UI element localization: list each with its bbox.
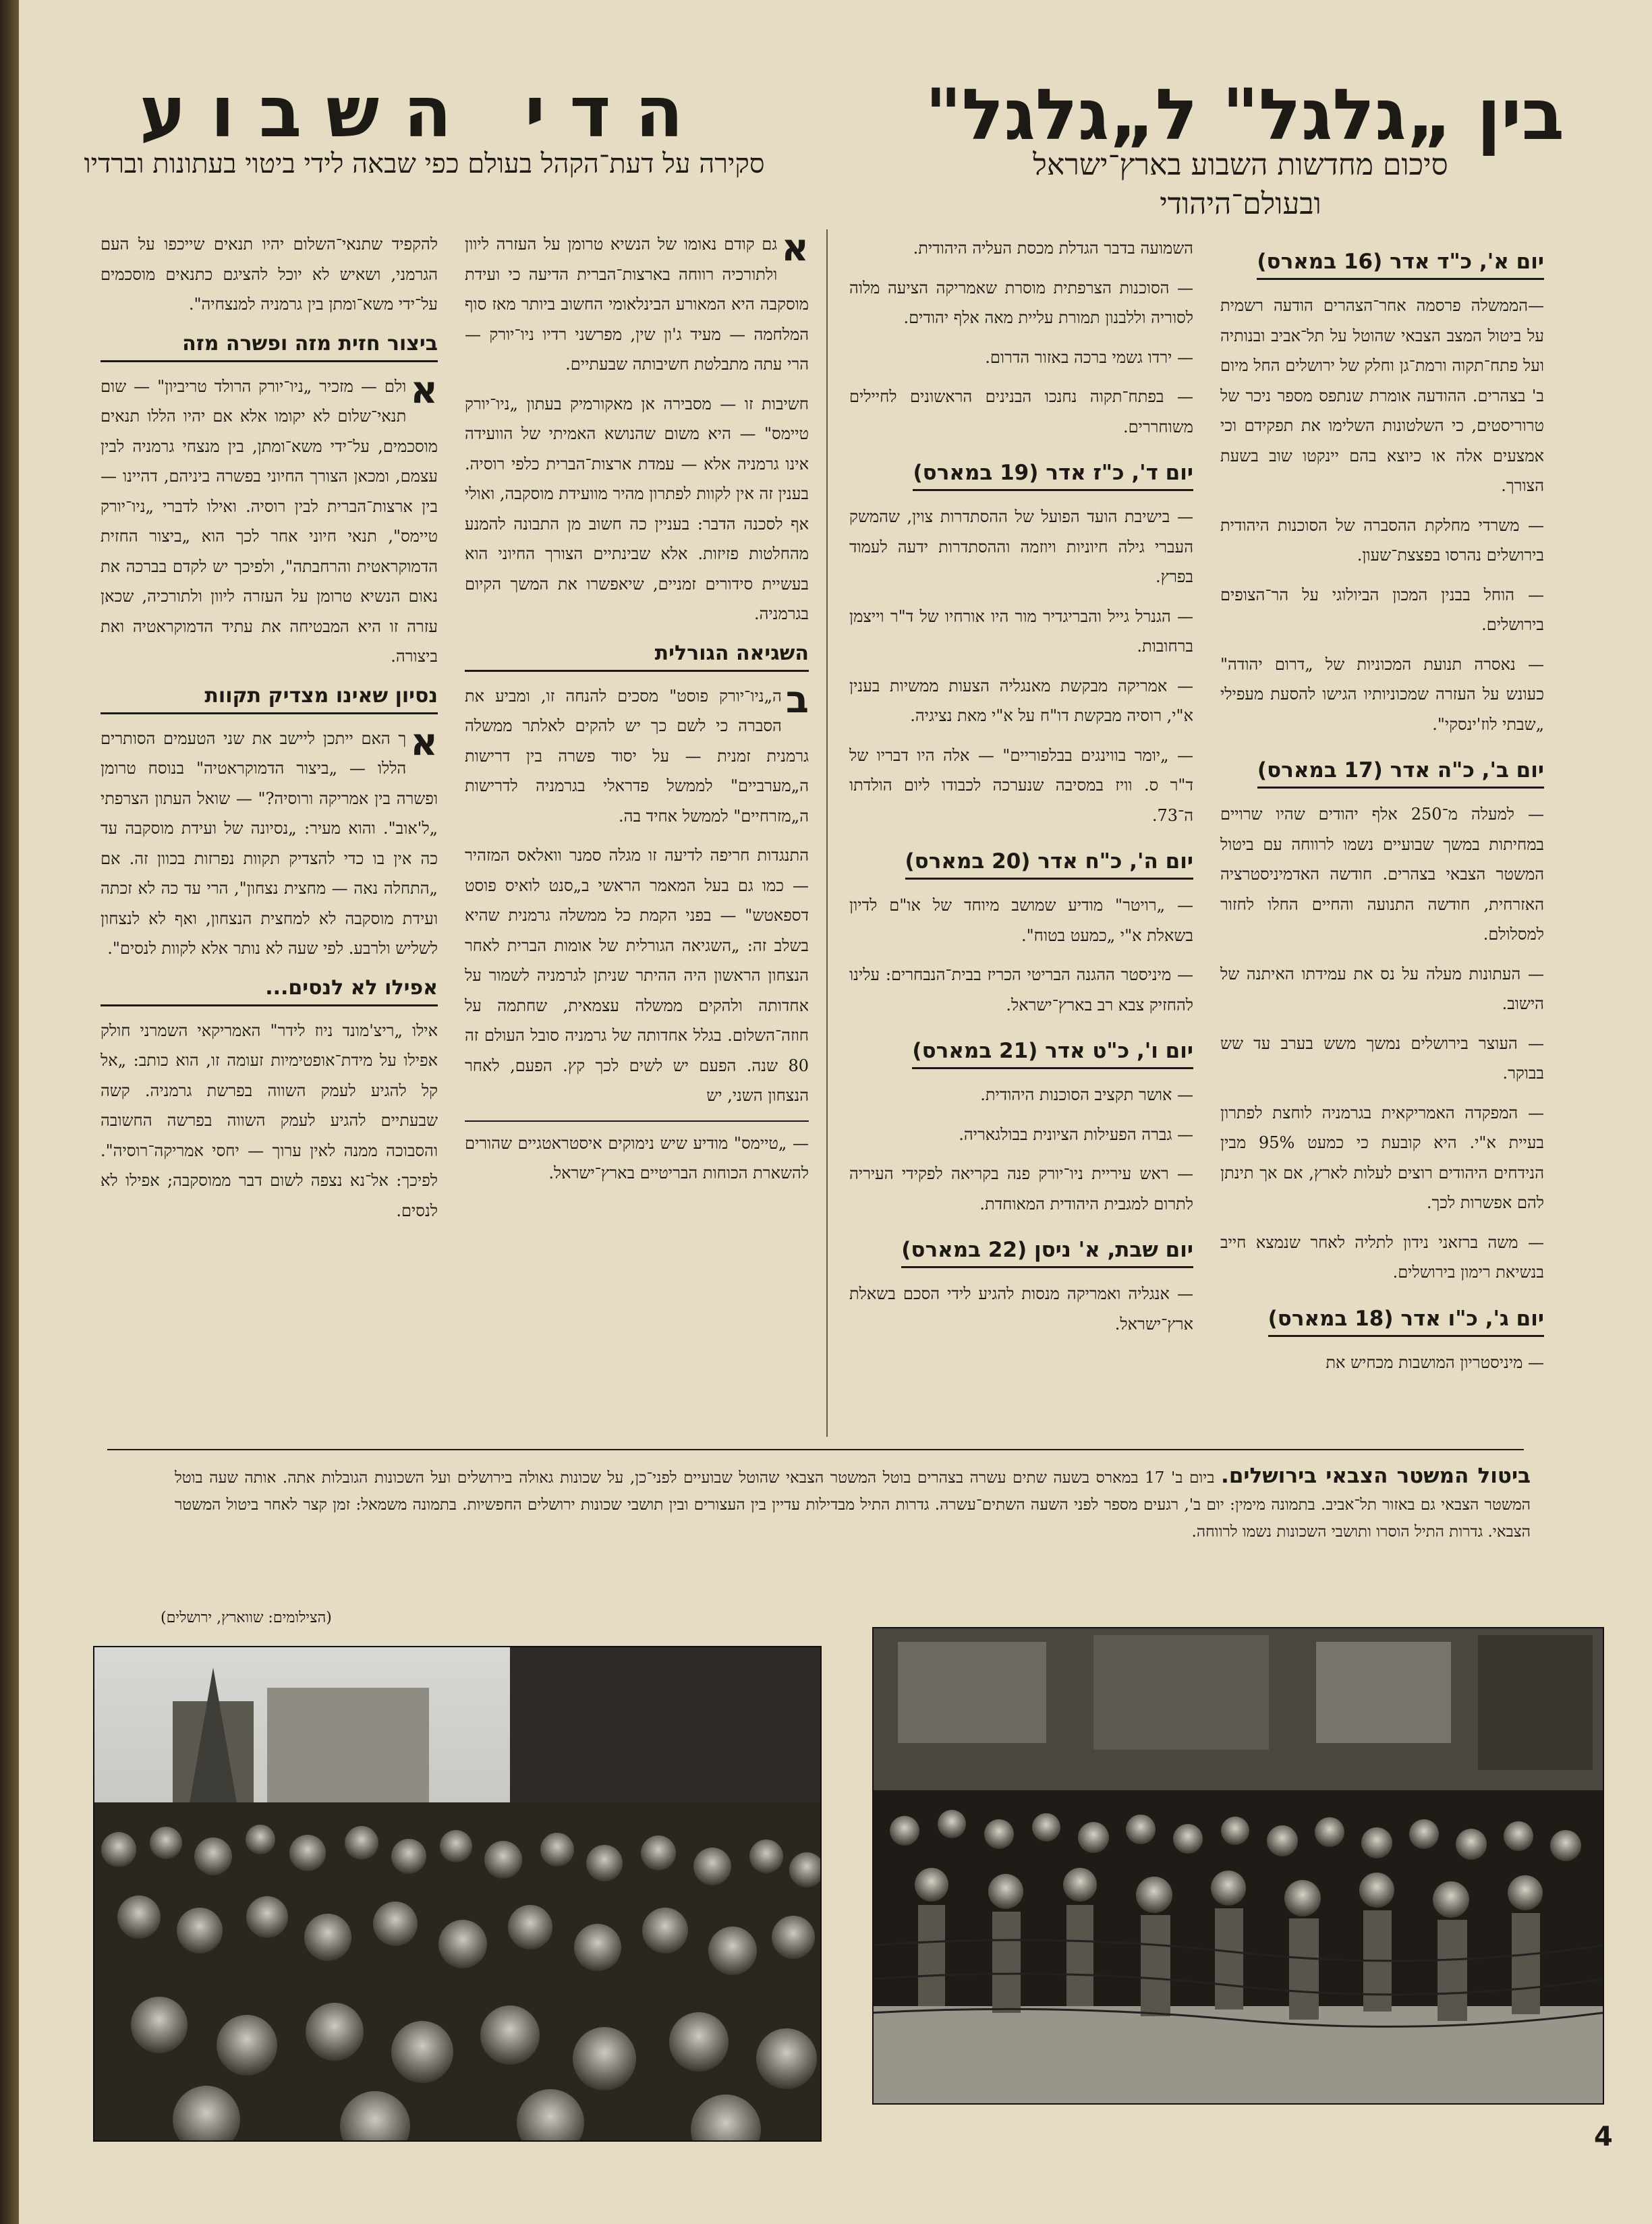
news-item: — הסוכנות הצרפתית מוסרת שאמריקה הציעה מלוה לסוריה וללבנון תמורת עליית מאה אלף יהודים. [849, 278, 1193, 327]
news-item: — המפקדה האמריקאית בגרמניה לוחצת לפתרון בעיית א"י. היא קובעת כי כמעט 95% מבין הנידחים היהודים רוצים לעלות לארץ, אם אך תינתן להם אפשרות לכך. [1220, 1103, 1544, 1212]
day-heading: יום ג', כ"ו אדר (18 במארס) [1268, 1304, 1544, 1337]
right-article-subtitle [917, 146, 1564, 224]
barbed-wire-photo-image [872, 1628, 1603, 2105]
caption-text: ביום ב' 17 במארס בשעה שתים עשרה בצהרים בוטל המשטר הצבאי שהוטל שבועיים לפני־כן, על שכונות גאולה בירושלים ועל השכונות הגובלות אתה. אותה שעה בוטל המשטר הצבאי גם באזור תל־אביב. בתמונה מימין: יום ב', רגעים מספר לפני השעה השתים־עשרה. גדרות התיל מבדילות עדיין בין העצורים ובין תושבי שכונות ירושלים החפשיות. בתמונה משמאל: זמן קצר לאחר ביטול המשטר הצבאי. גדרות התיל הוסרו ותושבי השכונות נשמו לרווחה. [175, 1469, 1531, 1541]
magazine-page [19, 0, 1652, 2224]
news-item: — העתונות מעלה על נס את עמידתו האיתנה של הישוב. [1220, 964, 1544, 1013]
paragraph-text: גם קודם נאומו של הנשיא טרומן על העזרה ליוון ולתורכיה רווחה בארצות־הברית הדיעה כי ועידת מוסקבה היא המאורע הבינלאומי החשוב ביותר מאז סוף המלחמה — מעיד ג'ון שין, מפרשני רדיו ניו־יורק — הרי עתה מתבלטת חשיבותה שבעתיים. [465, 235, 809, 374]
opinion-paragraph: חשיבות זו — מסבירה אן מאקורמיק בעתון „ניו־יורק טיימס" — היא משום שהנושא האמיתי של הוועידה אינו גרמניה אלא — עמדת ארצות־הברית כלפי רוסיה. בענין זה אין לקוות לפתרון מהיר מוועידת מוסקבה, ואולי אף לסכנה הדבר: בעניין כה חשוב מן התבונה להמנע מהחלטות פזיזות. אלא שבינתיים הצורך החיוני הוא בעשיית סידורים זמניים, שיאפשרו את המשך הקיום בגרמניה. [465, 394, 809, 623]
section-heading: נסיון שאינו מצדיק תקוות [101, 681, 438, 714]
news-item: — הוחל בבנין המכון הביולוגי על הר־הצופים בירושלים. [1220, 585, 1544, 634]
news-column-1 [1220, 240, 1544, 1441]
opinion-paragraph [101, 368, 438, 672]
news-item: —הממשלה פרסמה אחר־הצהרים הודעה רשמית על ביטול המצב הצבאי שהוטל על תל־אביב ובנותיה ועל פתח־תקוה ורמת־גן וחלק של ירושלים החל מיום ב' בצהרים. ההודעה אומרת שנתפס מספר ניכר של טרוריסטים, כי השלטונות השלימו את תפקידם וכי אמצעים אלה או כיוצא בהם יינקטו שוב בשעת הצורך. [1220, 296, 1544, 495]
opinion-paragraph: להקפיד שתנאי־השלום יהיו תנאים שייכפו על העם הגרמני, ושאיש לא יוכל להציגם כתנאים מוסכמים על־ידי משא־ומתן בין גרמניה למנצחיה". [101, 235, 438, 314]
paragraph-text: ה„ניו־יורק פוסט" מסכים להנחה זו, ומביע את הסברה כי לשם כך יש להקים לאלתר ממשלה גרמנית זמנית — על יסוד פשרה בין דרישות ה„מערביים" לממשל פדראלי בגרמניה לדרישות ה„מזרחיים" לממשל אחיד בה. [465, 686, 809, 826]
drop-cap: ב [785, 677, 809, 722]
drop-cap: א [410, 720, 438, 764]
opinion-column-3 [465, 229, 809, 1437]
photo-credit: (הצילומים: שווארץ, ירושלים) [161, 1609, 332, 1626]
day-heading: יום שבת, א' ניסן (22 במארס) [901, 1235, 1193, 1268]
section-heading: אפילו לא לנסים... [101, 973, 438, 1006]
news-item: — העוצר בירושלים נמשך משש בערב עד שש בבוקר. [1220, 1033, 1544, 1083]
opinion-paragraph: — „טיימס" מודיע שיש נימוקים איסטראטגיים שהורים להשארת הכוחות הבריטיים בארץ־ישראל. [465, 1120, 809, 1189]
news-item: — גברה הפעילות הציונית בבולגאריה. [959, 1124, 1193, 1144]
opinion-paragraph: התנגדות חריפה לדיעה זו מגלה סמנר וואלאס המזהיר — כמו גם בעל המאמר הראשי ב„סנט לואיס פוסט דספאטש" — בפני הקמת כל ממשלה גרמנית שהיא בשלב זה: „השגיאה הגורלית של אומות הברית לאחר הנצחון הראשון היה ההיתר שניתן לגרמניה לשמור על אחדותה ולהקים ממשלה עצמאית, שחתמה על חוזה־השלום. בגלל אחדותה של גרמניה סובל העולם זה 80 שנה. הפעם יש לשים לכך קץ. הפעם, לאחר הנצחון השני, יש [465, 846, 809, 1105]
photo-crowd-behind-barbed-wire [872, 1627, 1604, 2105]
day-heading: יום א', כ"ד אדר (16 במארס) [1257, 247, 1544, 280]
section-heading: השגיאה הגורלית [465, 639, 809, 672]
news-item: — למעלה מ־250 אלף יהודים שהיו שרויים במחיתות במשך שבועיים נשמו לרווחה עם ביטול המשטר הצבאי בצהרים. חודשה האדמיניסטרציה האזרחית, חודשה התנועה והחיים החלו לחזור למסלולם. [1220, 805, 1544, 944]
news-item: — משרדי מחלקת ההסברה של הסוכנות היהודית בירושלים נהרסו בפצצת־שעון. [1220, 515, 1544, 565]
left-article-subtitle: סקירה על דעת־הקהל בעולם כפי שבאה לידי ביטוי בעתונות וברדיו [84, 148, 765, 179]
right-subtitle-line1: סיכום מחדשות השבוע בארץ־ישראל [1033, 148, 1448, 182]
news-item: — ירדו גשמי ברכה באזור הדרום. [985, 347, 1193, 367]
opinion-paragraph [465, 229, 809, 380]
column-separator [826, 229, 828, 1437]
right-subtitle-line2: ובעולם־היהודי [1160, 187, 1321, 221]
news-item: — מיניסטריון המושבות מכחיש את [1326, 1352, 1544, 1372]
news-item: השמועה בדבר הגדלת מכסת העליה היהודית. [913, 239, 1193, 258]
news-item: — ראש עיריית ניו־יורק פנה בקריאה לפקידי העיריה לתרום למגבית היהודית המאוחדת. [849, 1164, 1193, 1214]
drop-cap: א [781, 229, 809, 270]
section-heading: ביצור חזית מזה ופשרה מזה [101, 329, 438, 362]
photo-crowd-after-curfew [93, 1646, 822, 2142]
news-item: — נאסרה תנועת המכוניות של „דרום יהודה" כעונש על העזרה שמכוניותיו הגישו להסעת מעפילי „שבתי לוז'ינסקי". [1220, 654, 1544, 734]
day-heading: יום ד', כ"ז אדר (19 במארס) [913, 458, 1193, 491]
photo-caption [175, 1462, 1531, 1545]
day-heading: יום ה', כ"ח אדר (20 במארס) [905, 847, 1193, 880]
opinion-paragraph [101, 720, 438, 964]
news-item: — אמריקה מבקשת מאנגליה הצעות ממשיות בענין א"י, רוסיה מבקשת דו"ח על א"י מאת נציגיה. [849, 676, 1193, 725]
news-item: — אושר תקציב הסוכנות היהודית. [980, 1085, 1193, 1104]
news-item: — מיניסטר ההגנה הבריטי הכריז בבית־הנבחרים: עלינו להחזיק צבא רב בארץ־ישראל. [849, 965, 1193, 1015]
paragraph-text: ך האם ייתכן ליישב את שני הטעמים הסותרים הללו — „ביצור הדמוקראטיה" בנוסח טרומן ופשרה בין אמריקה ורוסיה?" — שואל העתון הצרפתי „ל'אוב". והוא מעיר: „נסיונה של ועידת מוסקבה עד כה אין בו כדי להצדיק תקוות נפרזות בכוון זה. אם „התחלה נאה — מחצית נצחון", הרי עד כה לא זכתה ועידת מוסקבה לא למחצית הנצחון, ואף לא לנצחון לשליש ולרבע. לפי שעה לא נותר אלא לקוות לנסים". [101, 729, 438, 958]
opinion-paragraph [465, 677, 809, 832]
right-article-title: בין „גלגל" ל„גלגל" [925, 74, 1564, 156]
news-item: — „יומר בווינגים בבלפוריים" — אלה היו דבריו של ד"ר ס. וויז במסיבה שנערכה לכבודו ליום הולדתו ה־73. [849, 745, 1193, 825]
news-item: — משה ברזאני נידון לתליה לאחר שנמצא חייב בנשיאת רימון בירושלים. [1220, 1232, 1544, 1282]
day-heading: יום ו', כ"ט אדר (21 במארס) [912, 1036, 1193, 1069]
left-article-title: הדי השבוע [139, 71, 708, 153]
news-item: — בפתח־תקוה נחנכו הבנינים הראשונים לחיילים משוחררים. [849, 387, 1193, 436]
news-column-2 [849, 233, 1193, 1441]
paragraph-text: ולם — מזכיר „ניו־יורק הרולד טריביון" — שום תנאי־שלום לא יקומו אלא אם יהיו הללו תנאים מוסכמים, על־ידי משא־ומתן, בין מנצחי גרמניה לבין עצמם, ומכאן הצורך החיוני בפשרה ביניהם, דהיינו — בין ארצות־הברית לבין רוסיה. ואילו לדברי „ניו־יורק טיימס", תנאי חיוני אחר לכך הוא „ביצור החזית הדמוקראטית והרחבתה", ולפיכך יש לקדם בברכה את נאום הנשיא טרומן על העזרה ליוון ולתורכיה, שכאן עזרה זו היא המבטיחה את עתיד הדמוקראטיה ואת ביצורה. [101, 376, 438, 666]
book-spine [0, 0, 19, 2224]
news-item: — „רויטר" מודיע שמושב מיוחד של או"ם לדיון בשאלת א"י „כמעט בטוח". [849, 896, 1193, 945]
news-item: — בישיבת הועד הפועל של ההסתדרות צוין, שהמשק העברי גילה חיוניות ויוזמה וההסתדרות ידעה לעמוד בפרץ. [849, 507, 1193, 586]
crowd-photo-image [93, 1647, 820, 2142]
drop-cap: א [410, 368, 438, 412]
opinion-column-4 [101, 229, 438, 1437]
opinion-paragraph: אילו „ריצ'מונד ניוז לידר" האמריקאי השמרני חולק אפילו על מידת־אופטימיות זעומה זו, הוא כותב: „אל קל להגיע לעמק השווה בפרשת גרמניה. קשה שבעתיים להגיע לעמק השווה בפרשה החשובה והסבוכה ממנה לאין ערוך — יחסי אמריקה־רוסיה". לפיכך: אל־נא נצפה לשום דבר ממוסקבה; אפילו לא לנסים. [101, 1021, 438, 1220]
caption-lead: ביטול המשטר הצבאי בירושלים. [1221, 1464, 1531, 1488]
page-number: 4 [1594, 2121, 1613, 2152]
news-item: — אנגליה ואמריקה מנסות להגיע לידי הסכם בשאלת ארץ־ישראל. [849, 1284, 1193, 1334]
day-heading: יום ב', כ"ה אדר (17 במארס) [1257, 755, 1544, 789]
caption-divider [107, 1449, 1524, 1450]
news-item: — הגנרל גייל והבריגדיר מור היו אורחיו של ד"ר וייצמן ברחובות. [849, 606, 1193, 656]
